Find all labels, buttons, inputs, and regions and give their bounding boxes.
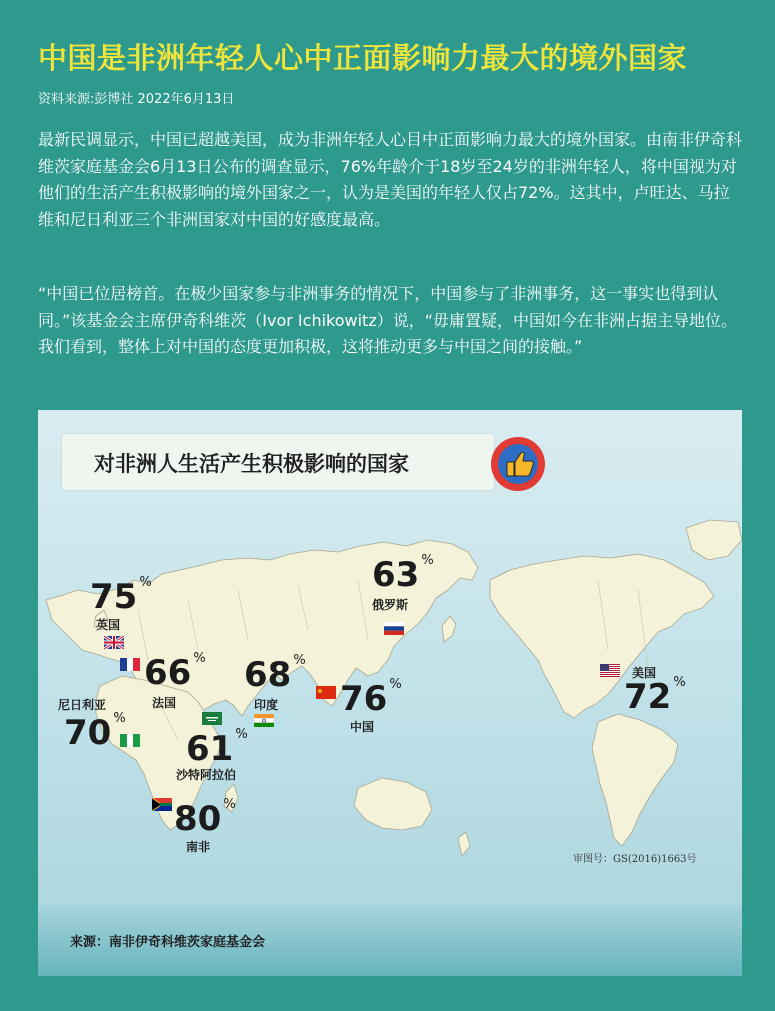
value-label-russia [372,553,434,595]
value-unit: % [389,677,402,692]
value-unit: % [673,675,686,690]
flag-russia-icon [384,622,404,635]
value-number: 72 [624,677,672,717]
country-name-china: 中国 [350,720,375,734]
flag-saudi-icon [202,712,222,725]
country-name-usa: 美国 [632,666,657,680]
value-unit: % [421,553,434,568]
flag-south-africa-icon [152,798,172,811]
land-south-america [592,714,678,846]
country-name-saudi: 沙特阿拉伯 [176,768,237,782]
country-name-uk: 英国 [96,618,121,632]
value-label-india [244,653,306,695]
value-unit: % [139,575,152,590]
value-label-france [144,651,206,693]
value-unit: % [193,651,206,666]
value-label-usa [624,675,686,717]
land-japan [442,616,456,642]
value-number: 76 [340,679,388,719]
land-greenland [686,520,742,560]
headline: 中国是非洲年轻人心中正面影响力最大的境外国家 [38,41,688,75]
value-number: 61 [186,729,234,769]
land-australia [354,778,432,830]
value-number: 70 [64,713,112,753]
country-name-france: 法国 [152,696,177,710]
map-title: 对非洲人生活产生积极影响的国家 [94,452,409,476]
flag-uk-icon [104,636,124,649]
flag-usa-icon [600,664,620,677]
value-number: 75 [90,577,138,617]
value-unit: % [223,797,236,812]
value-number: 63 [372,555,420,595]
flag-china-icon [316,686,336,699]
value-unit: % [113,711,126,726]
flag-france-icon [120,658,140,671]
map-title-box [62,434,494,490]
value-label-china [340,677,402,719]
value-number: 68 [244,655,292,695]
value-unit: % [235,727,248,742]
map-panel [38,410,742,976]
country-name-nigeria: 尼日利亚 [58,698,107,712]
flag-nigeria-icon [120,734,140,747]
value-label-south-africa [174,797,236,839]
flag-india-icon [254,714,274,727]
value-label-uk [90,575,152,617]
value-unit: % [293,653,306,668]
article-paragraph-2: “中国已位居榜首。在极少国家参与非洲事务的情况下，中国参与了非洲事务，这一事实也得到认同。”该基金会主席伊奇科维茨（Ivor Ichikowitz）说，“毋庸置疑，中国如今在非洲占据主导地位。我们看到，整体上对中国的态度更加积极，这将推动更多与中国之间的接触。” [38,284,738,356]
article-paragraph-1: 最新民调显示，中国已超越美国，成为非洲年轻人心目中正面影响力最大的境外国家。由南非伊奇科维茨家庭基金会6月13日公布的调查显示，76%年龄介于18岁至24岁的非洲年轻人，将中国视为对他们的生活产生积极影响的境外国家之一，认为是美国的年轻人仅占72%。这其中，卢旺达、马拉维和尼日利亚三个非洲国家对中国的好感度最高。 [38,130,743,229]
value-label-saudi [186,727,248,769]
thumbs-up-icon [490,436,546,492]
land-new-zealand [458,832,470,856]
map-approval-number: 审图号：GS(2016)1663号 [573,854,697,865]
map-source: 来源：南非伊奇科维茨家庭基金会 [70,935,266,950]
value-label-nigeria [64,711,126,753]
source-line: 资料来源:彭博社 2022年6月13日 [38,92,235,107]
value-number: 80 [174,799,222,839]
country-name-india: 印度 [254,698,279,712]
country-name-russia: 俄罗斯 [372,598,409,612]
country-name-south-africa: 南非 [186,840,211,854]
value-number: 66 [144,653,192,693]
